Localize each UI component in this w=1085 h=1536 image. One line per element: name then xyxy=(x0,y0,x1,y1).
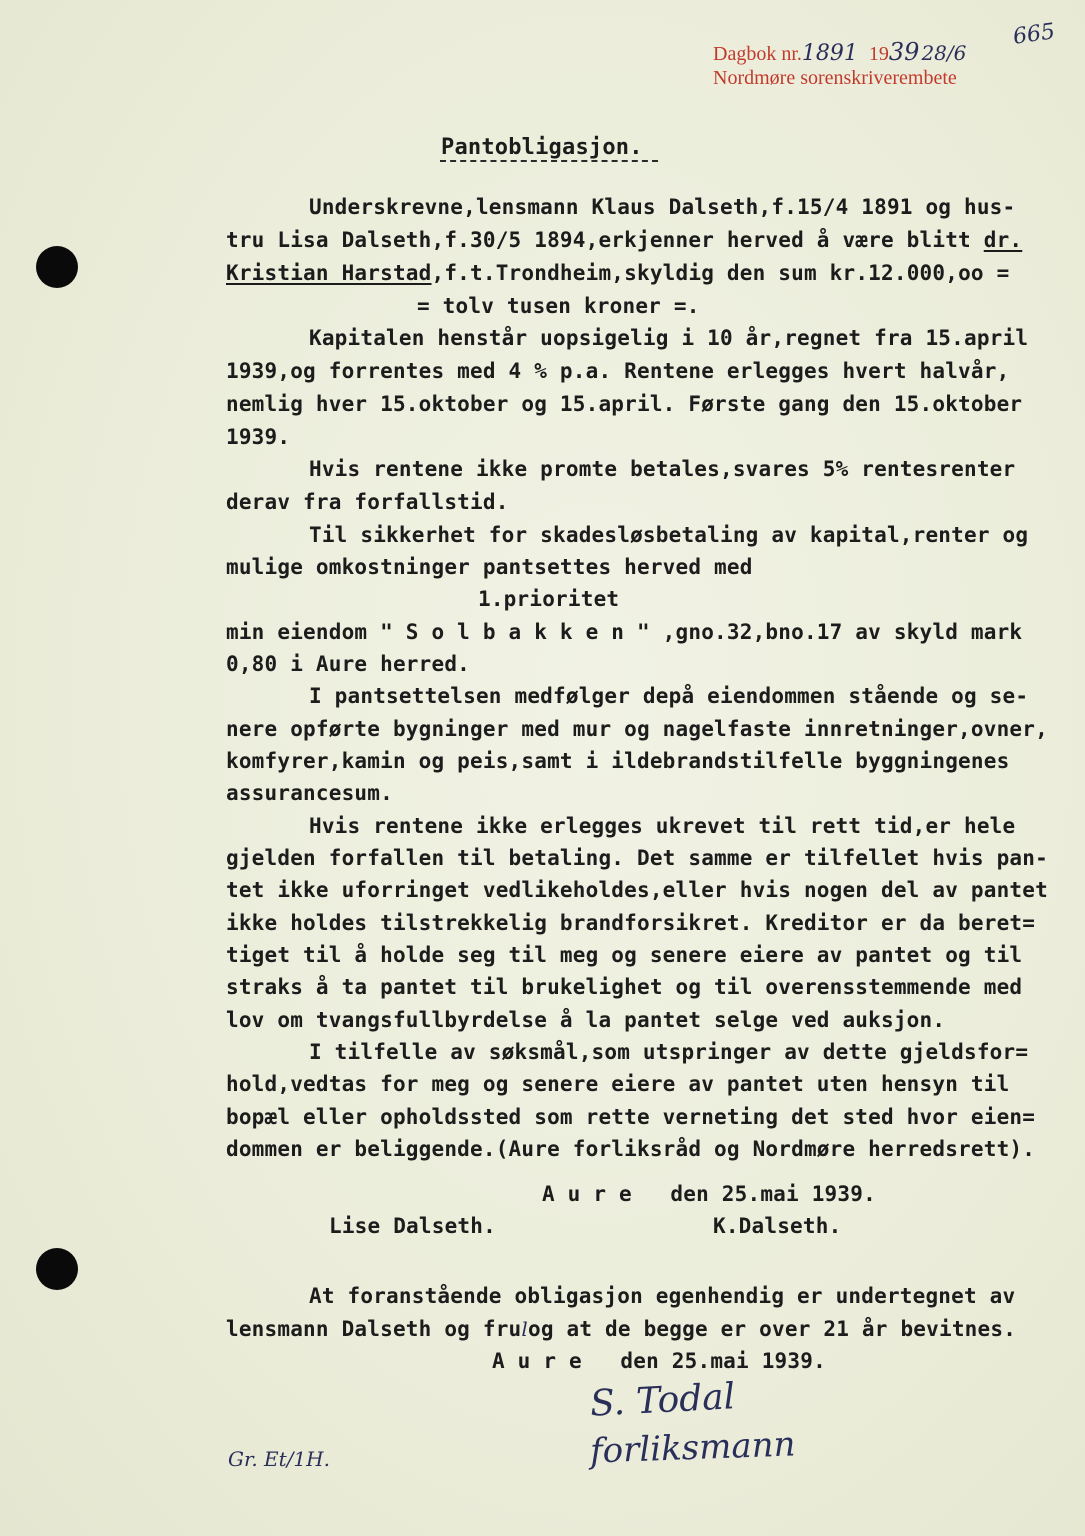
text-line-3: Kristian Harstad,f.t.Trondheim,skyldig den sum kr.12.000,oo = xyxy=(226,261,1010,285)
text-line-12: mulige omkostninger pantsettes herved med xyxy=(226,555,753,579)
text-line-27: I tilfelle av søksmål,som utspringer av dette gjeldsfor= xyxy=(309,1040,1029,1064)
text-line-17: nere opførte bygninger med mur og nagelfaste innretninger,ovner, xyxy=(226,717,1048,741)
witness-signature-name: S. Todal xyxy=(589,1376,737,1425)
place-date-1: A u r e den 25.mai 1939. xyxy=(542,1182,876,1206)
text-line-22: tet ikke uforringet vedlikeholdes,eller hvis nogen del av pantet xyxy=(226,878,1048,902)
handwritten-fru-mark: l xyxy=(521,1317,528,1341)
stamp-label: Dagbok nr. xyxy=(713,43,802,65)
text-line-1: Underskrevne,lensmann Klaus Dalseth,f.15/4 1891 og hus- xyxy=(309,195,1016,219)
text-line-7: nemlig hver 15.oktober og 15.april. Første gang den 15.oktober xyxy=(226,392,1023,416)
witness-line-1: At foranstående obligasjon egenhendig er undertegnet av xyxy=(309,1284,1016,1308)
signature-lise-dalseth: Lise Dalseth. xyxy=(329,1214,496,1238)
punch-hole-top xyxy=(36,246,78,288)
page-number: 665 xyxy=(1011,19,1057,50)
stamp-office: Nordmøre sorenskriverembete xyxy=(713,67,957,89)
text-line-10: derav fra forfallstid. xyxy=(226,490,509,514)
text-line-14: min eiendom " S o l b a k k e n " ,gno.32,bno.17 av skyld mark xyxy=(226,620,1023,644)
title-underline xyxy=(440,160,658,162)
text-line-29: bopæl eller opholdssted som rette verneting det sted hvor eien= xyxy=(226,1105,1036,1129)
margin-note: Gr. Et/1H. xyxy=(228,1447,330,1471)
witness-signature-title: forliksmann xyxy=(589,1424,797,1472)
text-line-23: ikke holdes tilstrekkelig brandforsikret. Kreditor er da beret= xyxy=(226,911,1036,935)
stamp-number: 1891 xyxy=(801,41,858,66)
register-stamp xyxy=(713,38,966,66)
text-line-21: gjelden forfallen til betaling. Det samme er tilfellet hvis pan- xyxy=(226,846,1048,870)
text-line-8: 1939. xyxy=(226,425,291,449)
text-line-16: I pantsettelsen medfølger depå eiendommen stående og se- xyxy=(309,684,1029,708)
text-line-26: lov om tvangsfullbyrdelse å la pantet selge ved auksjon. xyxy=(226,1008,946,1032)
stamp-date-hand: 28/6 xyxy=(921,41,967,65)
punch-hole-bottom xyxy=(36,1248,78,1290)
signature-k-dalseth: K.Dalseth. xyxy=(713,1214,842,1238)
stamp-year-hand: 39 xyxy=(888,38,920,66)
text-line-13: 1.prioritet xyxy=(478,587,620,611)
text-line-5: Kapitalen henstår uopsigelig i 10 år,regnet fra 15.april xyxy=(309,326,1029,350)
text-line-24: tiget til å holde seg til meg og senere eiere av pantet og til xyxy=(226,943,1023,967)
text-line-9: Hvis rentene ikke promte betales,svares 5% rentesrenter xyxy=(309,457,1016,481)
underlined-dr: dr. xyxy=(983,228,1023,252)
text-line-15: 0,80 i Aure herred. xyxy=(226,652,471,676)
witness-line-2: lensmann Dalseth og frulog at de begge er over 21 år bevitnes. xyxy=(226,1317,1017,1341)
text-line-28: hold,vedtas for meg og senere eiere av pantet uten hensyn til xyxy=(226,1072,1010,1096)
text-line-18: komfyrer,kamin og peis,samt i ildebrandstilfelle byggningenes xyxy=(226,749,1010,773)
text-line-20: Hvis rentene ikke erlegges ukrevet til rett tid,er hele xyxy=(309,814,1016,838)
text-line-25: straks å ta pantet til brukelighet og til overensstemmende med xyxy=(226,975,1023,999)
place-date-2: A u r e den 25.mai 1939. xyxy=(492,1349,826,1373)
underlined-creditor-name: Kristian Harstad xyxy=(226,261,432,285)
text-line-19: assurancesum. xyxy=(226,781,393,805)
text-line-6: 1939,og forrentes med 4 % p.a. Rentene erlegges hvert halvår, xyxy=(226,359,1010,383)
text-line-11: Til sikkerhet for skadesløsbetaling av kapital,renter og xyxy=(309,523,1029,547)
text-line-30: dommen er beliggende.(Aure forliksråd og Nordmøre herredsrett). xyxy=(226,1137,1036,1161)
document-title: Pantobligasjon. xyxy=(441,135,643,160)
text-line-2: tru Lisa Dalseth,f.30/5 1894,erkjenner herved å være blitt dr. xyxy=(226,228,1023,252)
stamp-year-printed: 19 xyxy=(868,43,889,65)
text-line-4: = tolv tusen kroner =. xyxy=(417,294,700,318)
